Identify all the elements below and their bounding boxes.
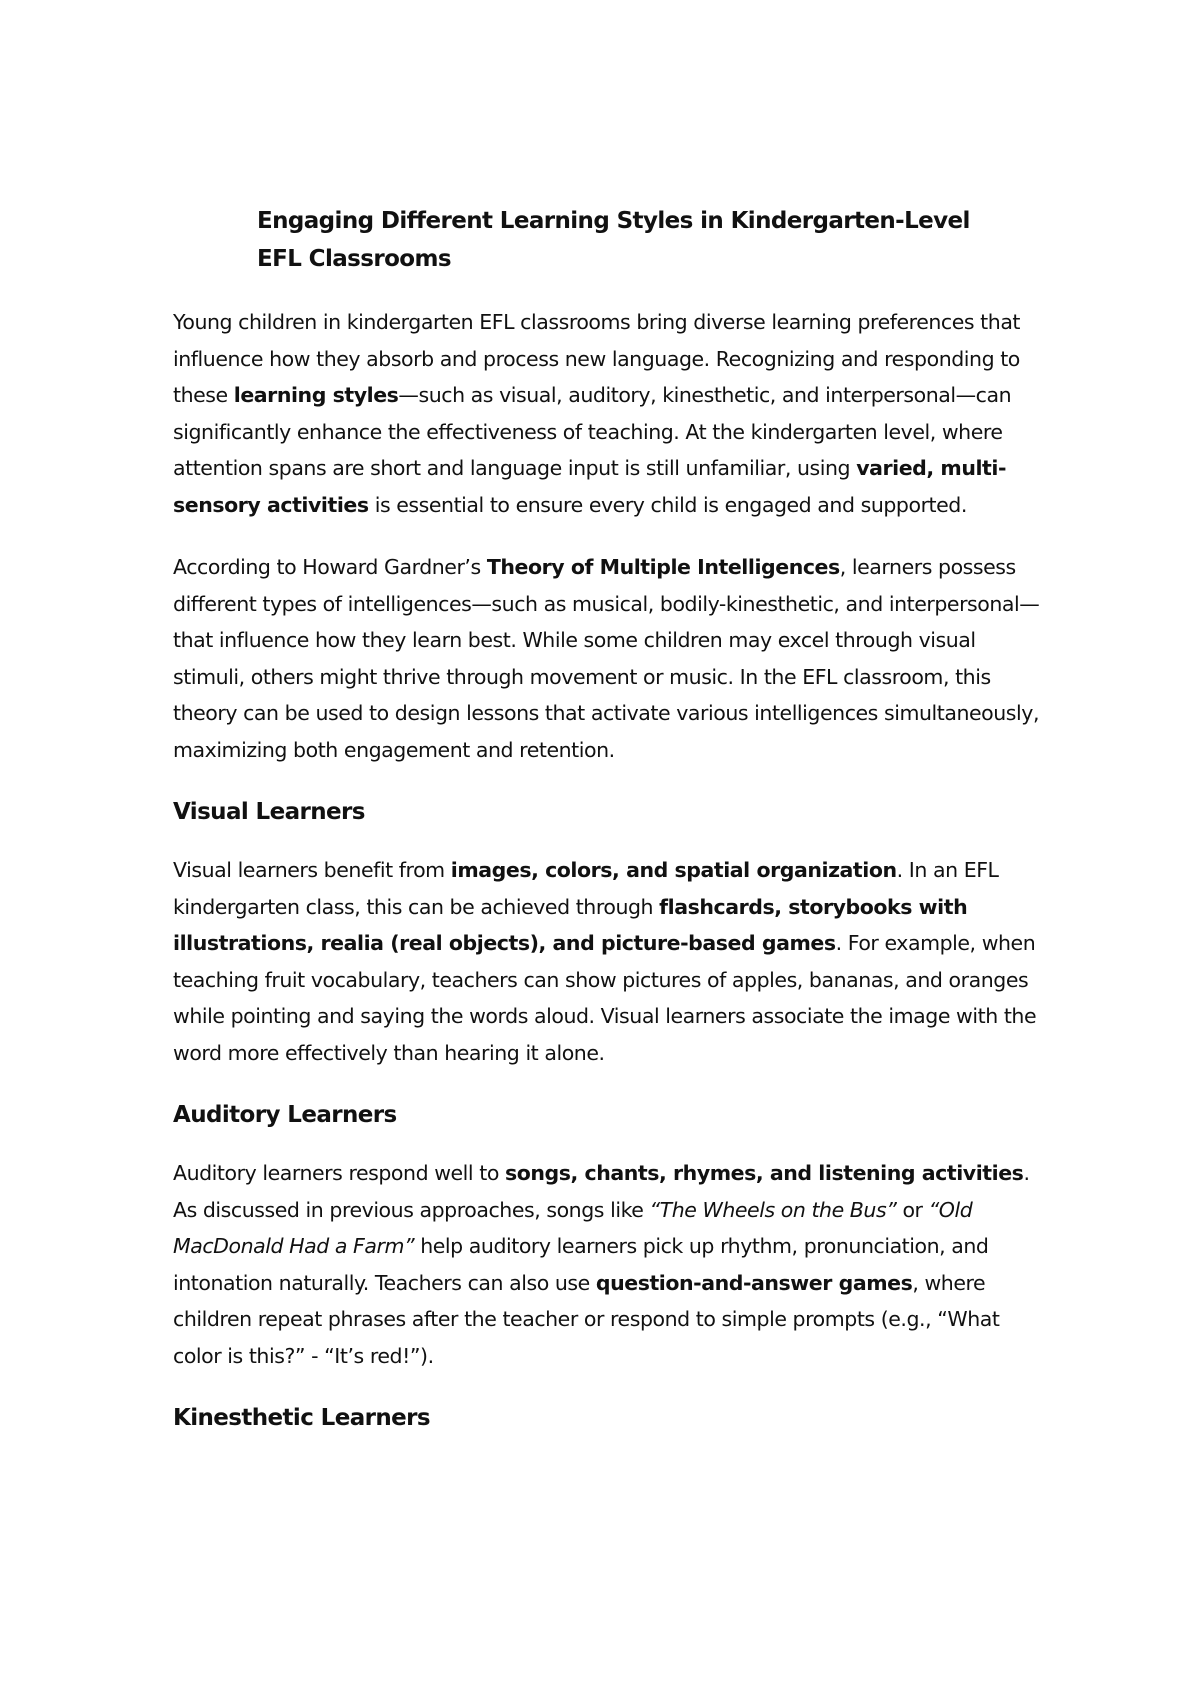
section-heading-auditory: Auditory Learners bbox=[173, 1102, 397, 1128]
text-run: —such as visual, auditory, kinesthetic, and interpersonal—can significantly enhance the effectiveness of teaching. At the kindergarten level, where attention spans are short and language input is still unfamiliar, using bbox=[173, 383, 1012, 480]
text-run: or bbox=[896, 1197, 929, 1222]
text-run: help auditory learners pick up rhythm, pronunciation, and intonation naturally. Teachers can also use bbox=[173, 1234, 989, 1295]
text-run: , where children repeat phrases after the teacher or respond to simple prompts (e.g., “What color is this?” - “It’s red!”). bbox=[173, 1270, 1000, 1368]
text-run: is essential to ensure every child is engaged and supported. bbox=[368, 492, 967, 517]
text-run: Young children in kindergarten EFL classrooms bring diverse learning preferences that influence how they absorb and process new language. Recognizing and responding to these bbox=[173, 310, 1021, 407]
text-run: Visual learners benefit from bbox=[173, 858, 451, 882]
bold-term: images, colors, and spatial organization bbox=[450, 858, 897, 882]
bold-term: Theory of Multiple Intelligences bbox=[486, 555, 840, 579]
section-heading-visual: Visual Learners bbox=[173, 799, 365, 825]
bold-term: question-and-answer games bbox=[595, 1270, 913, 1295]
section-heading-kinesthetic: Kinesthetic Learners bbox=[173, 1405, 430, 1431]
bold-term: varied, multi-sensory activities bbox=[173, 456, 1007, 517]
visual-paragraph bbox=[173, 852, 1045, 1071]
song-title: “The Wheels on the Bus” bbox=[649, 1197, 897, 1222]
bold-term: songs, chants, rhymes, and listening activities bbox=[504, 1161, 1024, 1185]
text-run: . In an EFL kindergarten class, this can be achieved through bbox=[173, 858, 999, 919]
text-run: According to Howard Gardner’s bbox=[173, 555, 487, 579]
text-run: , learners possess different types of intelligences—such as musical, bodily-kinesthetic, and interpersonal—that influence how they learn best. While some children may excel through visual stimuli, others might thrive through movement or music. In the EFL classroom, this theory can be used to design lessons that activate various intelligences simultaneously, maximizing both engagement and retention. bbox=[173, 555, 1040, 762]
intro-paragraph-2 bbox=[173, 549, 1045, 768]
document-title: Engaging Different Learning Styles in Kindergarten-Level EFL Classrooms bbox=[257, 208, 970, 272]
text-run: . As discussed in previous approaches, songs like bbox=[173, 1161, 1030, 1222]
document-body bbox=[173, 304, 1045, 1458]
bold-term: flashcards, storybooks with illustrations, realia (real objects), and picture-based games bbox=[173, 894, 968, 955]
text-run: . For example, when teaching fruit vocabulary, teachers can show pictures of apples, bananas, and oranges while pointing and saying the words aloud. Visual learners associate the image with the word more effectively than hearing it alone. bbox=[173, 931, 1037, 1065]
song-title: “Old MacDonald Had a Farm” bbox=[173, 1197, 973, 1258]
text-run: Auditory learners respond well to bbox=[173, 1161, 505, 1185]
auditory-paragraph bbox=[173, 1155, 1045, 1374]
intro-paragraph-1 bbox=[173, 304, 1045, 523]
bold-term: learning styles bbox=[233, 383, 399, 407]
